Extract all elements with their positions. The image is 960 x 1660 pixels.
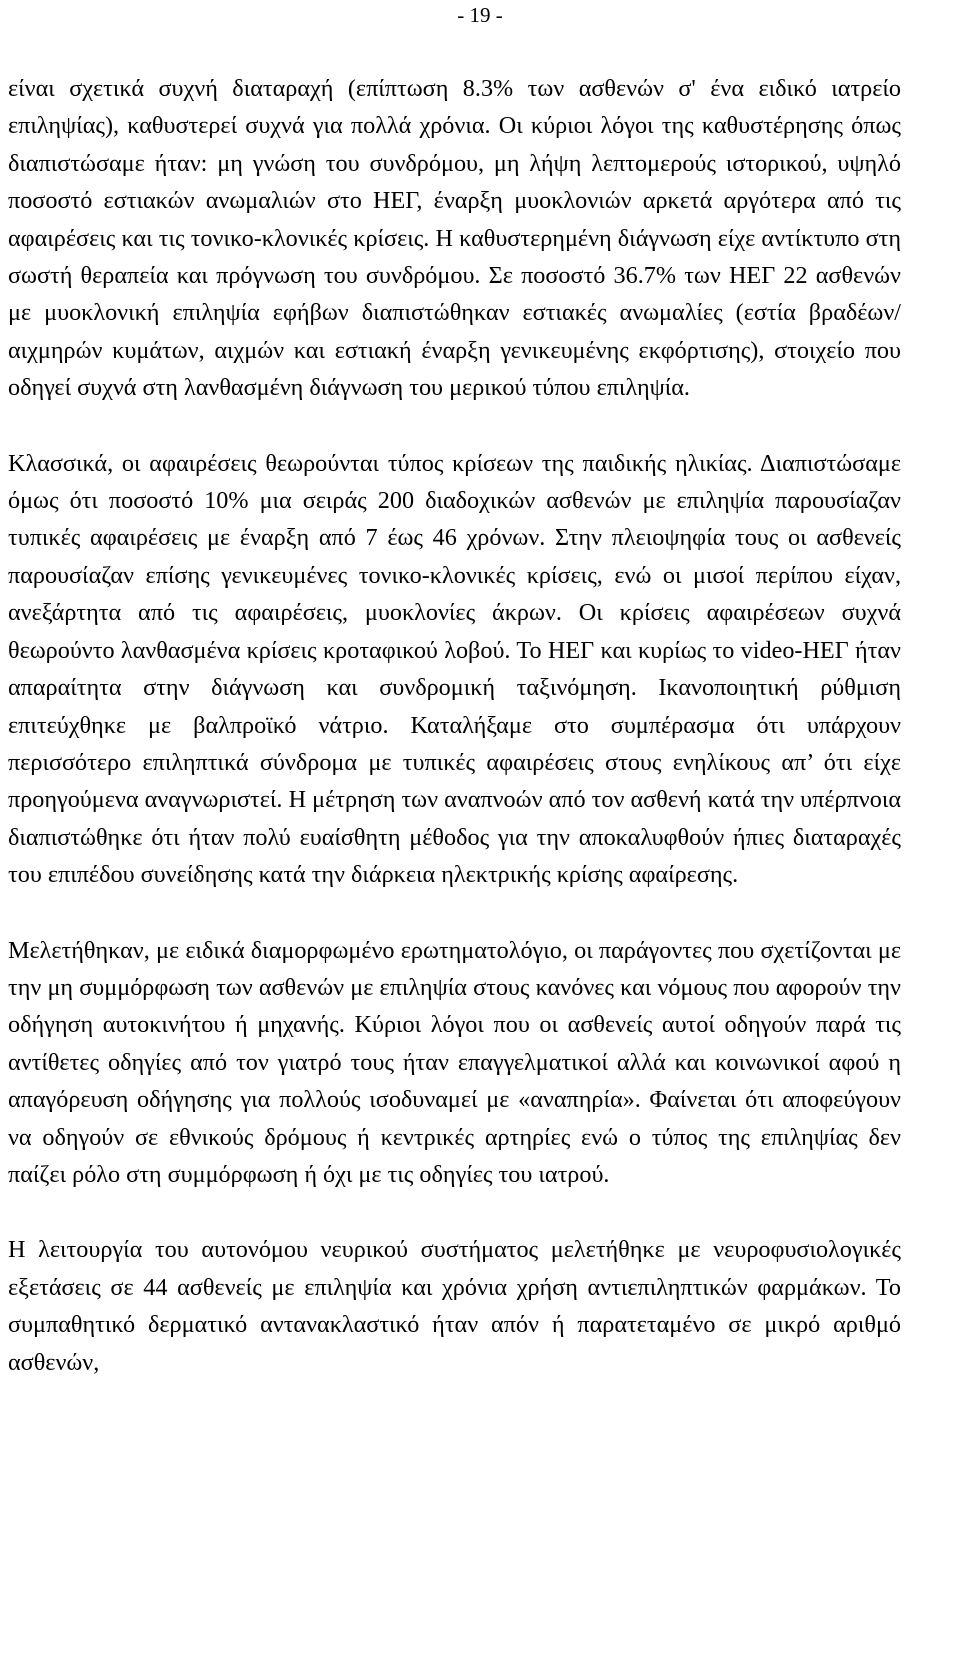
paragraph-diagnosis-delay: είναι σχετικά συχνή διαταραχή (επίπτωση 8.3% των ασθενών σ' ένα ειδικό ιατρείο επιληψίας), καθυστερεί συχνά για πολλά χρόνια. Οι κύριοι λόγοι της καθυστέρησης όπως διαπιστώσαμε ήταν: μη γνώση του συνδρόμου, μη λήψη λεπτομερούς ιστορικού, υψηλό ποσοστό εστιακών ανωμαλιών στο ΗΕΓ, έναρξη μυοκλονιών αρκετά αργότερα από τις αφαιρέσεις και τις τονικο-κλονικές κρίσεις. Η καθυστερημένη διάγνωση είχε αντίκτυπο στη σωστή θεραπεία και πρόγνωση του συνδρόμου. Σε ποσοστό 36.7% των ΗΕΓ 22 ασθενών με μυοκλονική επιληψία εφήβων διαπιστώθηκαν εστιακές ανωμαλίες (εστία βραδέων/αιχμηρών κυμάτων, αιχμών και εστιακή έναρξη γενικευμένης εκφόρτισης), στοιχείο που οδηγεί συχνά στη λανθασμένη διάγνωση του μερικού τύπου επιληψία. — [8, 75, 901, 402]
paragraph-driving-compliance: Μελετήθηκαν, με ειδικά διαμορφωμένο ερωτηματολόγιο, οι παράγοντες που σχετίζονται με την μη συμμόρφωση των ασθενών με επιληψία στους κανόνες και νόμους που αφορούν την οδήγηση αυτοκινήτου ή μηχανής. Κύριοι λόγοι που οι ασθενείς αυτοί οδηγούν παρά τις αντίθετες οδηγίες από τον γιατρό τους ήταν επαγγελματικοί αλλά και κοινωνικοί αφού η απαγόρευση οδήγησης για πολλούς ισοδυναμεί με «αναπηρία». Φαίνεται ότι αποφεύγουν να οδηγούν σε εθνικούς δρόμους ή κεντρικές αρτηρίες ενώ ο τύπος της επιληψίας δεν παίζει ρόλο στη συμμόρφωση ή όχι με τις οδηγίες του ιατρού. — [8, 936, 901, 1188]
paragraph-absence-seizures: Κλασσικά, οι αφαιρέσεις θεωρούνται τύπος κρίσεων της παιδικής ηλικίας. Διαπιστώσαμε όμως ότι ποσοστό 10% μια σειράς 200 διαδοχικών ασθενών με επιληψία παρουσίαζαν τυπικές αφαιρέσεις με έναρξη από 7 έως 46 χρόνων. Στην πλειοψηφία τους οι ασθενείς παρουσίαζαν επίσης γενικευμένες τονικο-κλονικές κρίσεις, ενώ οι μισοί περίπου είχαν, ανεξάρτητα από τις αφαιρέσεις, μυοκλονίες άκρων. Οι κρίσεις αφαιρέσεων συχνά θεωρούντο λανθασμένα κρίσεις κροταφικού λοβού. Το ΗΕΓ και κυρίως το video-ΗΕΓ ήταν απαραίτητα στην διάγνωση και συνδρομική ταξινόμηση. Ικανοποιητική ρύθμιση επιτεύχθηκε με βαλπροϊκό νάτριο. Καταλήξαμε στο συμπέρασμα ότι υπάρχουν περισσότερο επιληπτικά σύνδρομα με τυπικές αφαιρέσεις στους ενηλίκους απ’ ότι είχε προηγούμενα αναγνωριστεί. Η μέτρηση των αναπνοών από τον ασθενή κατά την υπέρπνοια διαπιστώθηκε ότι ήταν πολύ ευαίσθητη μέθοδος για την αποκαλυφθούν ήπιες διαταραχές του επιπέδου συνείδησης κατά την διάρκεια ηλεκτρικής κρίσης αφαίρεσης. — [8, 449, 901, 889]
paragraph-gap — [8, 407, 901, 445]
document-body — [8, 70, 901, 1381]
paragraph-autonomic-function: Η λειτουργία του αυτονόμου νευρικού συστήματος μελετήθηκε με νευροφυσιολογικές εξετάσεις σε 44 ασθενείς με επιληψία και χρόνια χρήση αντιεπιληπτικών φαρμάκων. Το συμπαθητικό δερματικό αντανακλαστικό ήταν απόν ή παρατεταμένο σε μικρό αριθμό ασθενών, — [8, 1236, 901, 1376]
paragraph-gap — [8, 894, 901, 932]
page-number: - 19 - — [457, 3, 503, 27]
paragraph-gap — [8, 1193, 901, 1231]
